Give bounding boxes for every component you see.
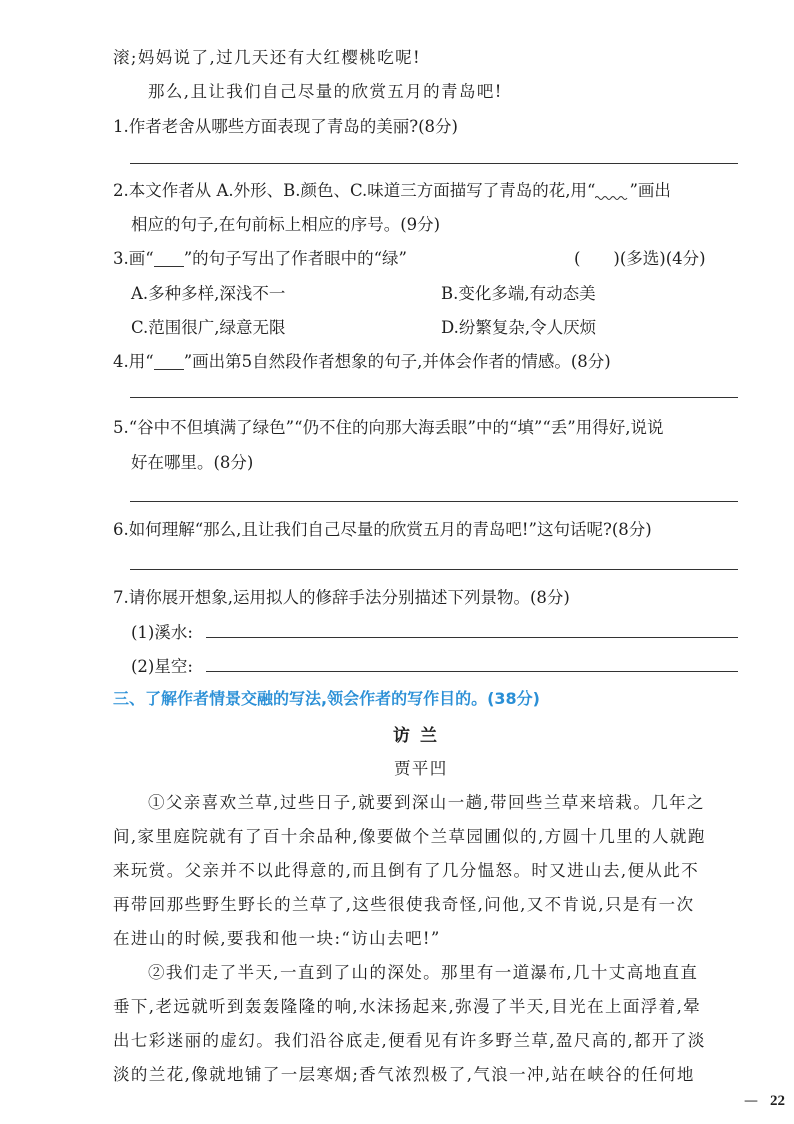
question-3-text-a: 3.画“ bbox=[113, 249, 154, 268]
question-4-text-a: 4.用“ bbox=[113, 352, 154, 371]
question-7-item-2-label: (2)星空: bbox=[131, 657, 193, 676]
question-5-line-2: 好在哪里。(8分) bbox=[131, 453, 254, 472]
section-3-heading: 三、了解作者情景交融的写法,领会作者的写作目的。(38分) bbox=[113, 689, 540, 708]
paragraph-1-line: 在进山的时候,要我和他一块:“访山去吧!” bbox=[113, 929, 441, 948]
page-dash: — bbox=[744, 1093, 758, 1109]
question-2-text-a: 2.本文作者从 A.外形、B.颜色、C.味道三方面描写了青岛的花,用“ bbox=[113, 181, 596, 200]
option-a: A.多种多样,深浅不一 bbox=[131, 284, 286, 303]
question-3-answer-paren[interactable]: ( )(多选)(4分) bbox=[574, 249, 706, 268]
question-7-item-1-label: (1)溪水: bbox=[131, 623, 193, 642]
straight-underline-mark bbox=[154, 353, 184, 371]
paragraph-2-line: 垂下,老远就听到轰轰隆隆的响,水沫扬起来,弥漫了半天,目光在上面浮着,晕 bbox=[113, 997, 702, 1016]
answer-line-q7-2[interactable] bbox=[206, 671, 738, 672]
passage-line-2: 那么,且让我们自己尽量的欣赏五月的青岛吧! bbox=[148, 82, 503, 101]
question-4 bbox=[113, 348, 611, 372]
option-c: C.范围很广,绿意无限 bbox=[131, 318, 286, 337]
paragraph-1-line: 来玩赏。父亲并不以此得意的,而且倒有了几分愠怒。时又进山去,便从此不 bbox=[113, 861, 700, 880]
question-2 bbox=[113, 177, 671, 201]
paragraph-2-line: ②我们走了半天,一直到了山的深处。那里有一道瀑布,几十丈高地直直 bbox=[148, 963, 699, 982]
option-b: B.变化多端,有动态美 bbox=[441, 284, 596, 303]
answer-line-q5[interactable] bbox=[130, 501, 738, 502]
question-3-text-b: ”的句子写出了作者眼中的“绿” bbox=[183, 249, 407, 268]
question-4-text-b: ”画出第5自然段作者想象的句子,并体会作者的情感。(8分) bbox=[183, 352, 611, 371]
answer-line-q1[interactable] bbox=[130, 163, 738, 164]
paragraph-1-line: 再带回那些野生野长的兰草了,这些很使我奇怪,问他,又不肯说,只是有一次 bbox=[113, 895, 695, 914]
question-6: 6.如何理解“那么,且让我们自己尽量的欣赏五月的青岛吧!”这句话呢?(8分) bbox=[113, 520, 652, 539]
question-3 bbox=[113, 245, 407, 269]
paragraph-1-line: ①父亲喜欢兰草,过些日子,就要到深山一趟,带回些兰草来培栽。几年之 bbox=[148, 793, 705, 812]
passage-line-1: 滚;妈妈说了,过几天还有大红樱桃吃呢! bbox=[113, 48, 422, 67]
wavy-underline-mark bbox=[595, 183, 629, 200]
question-1: 1.作者老舍从哪些方面表现了青岛的美丽?(8分) bbox=[113, 117, 458, 136]
answer-line-q4[interactable] bbox=[130, 397, 738, 398]
answer-line-q7-1[interactable] bbox=[206, 637, 738, 638]
paragraph-2-line: 淡的兰花,像就地铺了一层寒烟;香气浓烈极了,气浪一冲,站在峡谷的任何地 bbox=[113, 1065, 695, 1084]
page-number: 22 bbox=[770, 1093, 785, 1109]
article-author: 贾平凹 bbox=[394, 759, 448, 778]
article-title: 访兰 bbox=[393, 726, 447, 746]
paragraph-1-line: 间,家里庭院就有了百十余品种,像要做个兰草园圃似的,方圆十几里的人就跑 bbox=[113, 827, 706, 846]
question-2-text-b: ”画出 bbox=[629, 181, 671, 200]
question-5-line-1: 5.“谷中不但填满了绿色”“仍不住的向那大海丢眼”中的“填”“丢”用得好,说说 bbox=[113, 418, 664, 437]
question-2-line-2: 相应的句子,在句前标上相应的序号。(9分) bbox=[131, 215, 441, 234]
question-7: 7.请你展开想象,运用拟人的修辞手法分别描述下列景物。(8分) bbox=[113, 588, 570, 607]
answer-line-q6[interactable] bbox=[130, 569, 738, 570]
paragraph-2-line: 出七彩迷丽的虚幻。我们沿谷底走,便看见有许多野兰草,盈尺高的,都开了淡 bbox=[113, 1031, 706, 1050]
straight-underline-mark bbox=[154, 250, 184, 268]
option-d: D.纷繁复杂,令人厌烦 bbox=[441, 318, 597, 337]
